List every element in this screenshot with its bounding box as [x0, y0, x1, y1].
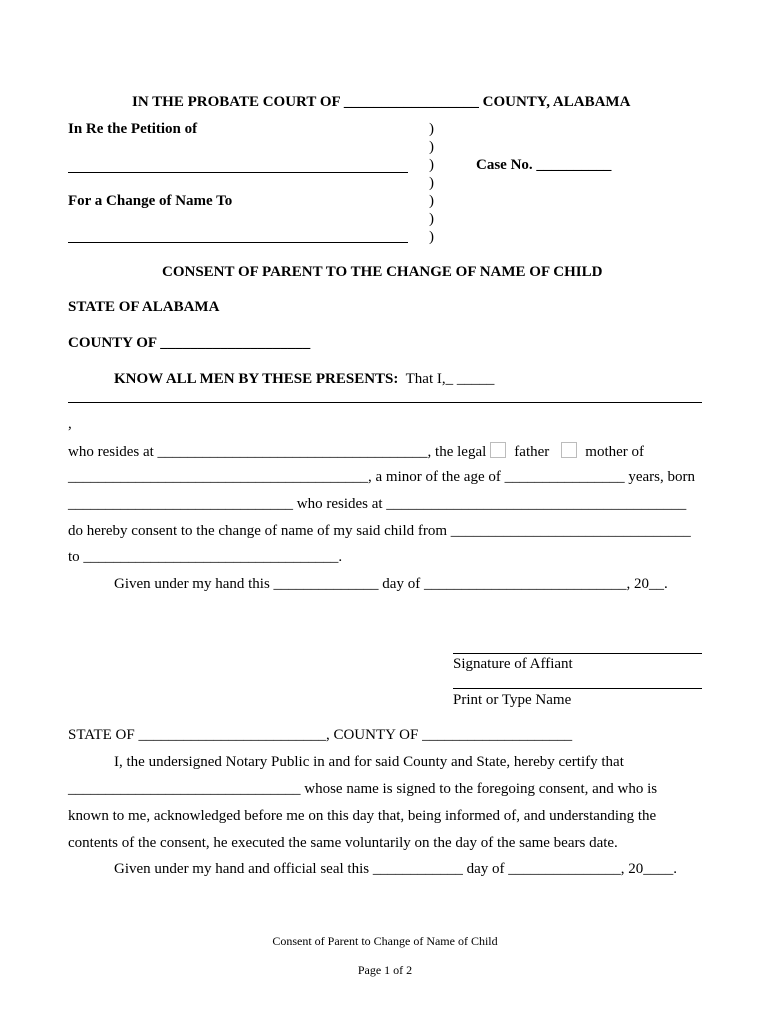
case-number-field[interactable]: Case No. __________ [476, 157, 612, 173]
state-heading: STATE OF ALABAMA [68, 299, 220, 315]
child-resides-line[interactable]: ______________________________ who resides at ________________________________________ [68, 496, 687, 512]
consent-line[interactable]: do hereby consent to the change of name of my said child from ________________________________ [68, 523, 691, 539]
notary-certify-text: I, the undersigned Notary Public in and for said County and State, hereby certify that [114, 754, 624, 770]
county-field[interactable]: COUNTY OF ____________________ [68, 335, 311, 351]
mother-checkbox[interactable] [561, 442, 577, 458]
print-name-line[interactable] [453, 688, 702, 689]
affiant-name-field[interactable]: That I,_ _____ [405, 371, 495, 387]
new-name-line[interactable] [68, 242, 408, 243]
notary-given-line[interactable]: Given under my hand and official seal this ____________ day of _______________, 20____. [114, 861, 677, 877]
father-checkbox[interactable] [490, 442, 506, 458]
comma-text: , [68, 416, 72, 432]
signature-line[interactable] [453, 653, 702, 654]
resides-line [68, 442, 644, 461]
document-title: CONSENT OF PARENT TO THE CHANGE OF NAME OF CHILD [162, 264, 603, 280]
change-of-name-label: For a Change of Name To [68, 193, 233, 209]
know-all-heading: KNOW ALL MEN BY THESE PRESENTS: [114, 371, 399, 387]
footer-title: Consent of Parent to Change of Name of Child [272, 934, 498, 948]
notary-contents-text: contents of the consent, he executed the same voluntarily on the day of the same bears date. [68, 835, 618, 851]
in-re-label: In Re the Petition of [68, 121, 198, 137]
court-heading: IN THE PROBATE COURT OF __________________ COUNTY, ALABAMA [132, 94, 631, 110]
signature-label: Signature of Affiant [453, 656, 573, 672]
notary-known-text: known to me, acknowledged before me on this day that, being informed of, and understanding the [68, 808, 657, 824]
caption-paren: ) [429, 175, 434, 191]
caption-paren: ) [429, 211, 434, 227]
caption-paren: ) [429, 229, 434, 245]
to-name-line[interactable]: to __________________________________. [68, 549, 343, 565]
print-name-label: Print or Type Name [453, 692, 572, 708]
affiant-name-line[interactable] [68, 402, 702, 403]
petitioner-name-line[interactable] [68, 172, 408, 173]
resides-address-field[interactable]: who resides at ____________________________________, the legal [68, 444, 487, 460]
caption-paren: ) [429, 121, 434, 137]
notary-name-line[interactable]: _______________________________ whose name is signed to the foregoing consent, and who is [68, 781, 658, 797]
caption-paren: ) [429, 157, 434, 173]
father-label: father [514, 444, 550, 460]
notary-state-county-line[interactable]: STATE OF _________________________, COUNTY OF ____________________ [68, 727, 573, 743]
given-date-line[interactable]: Given under my hand this ______________ day of ___________________________, 20__. [114, 576, 668, 592]
page-number: Page 1 of 2 [357, 963, 413, 977]
caption-paren: ) [429, 139, 434, 155]
minor-line[interactable]: ________________________________________, a minor of the age of ________________ years, born [68, 469, 696, 485]
caption-paren: ) [429, 193, 434, 209]
mother-label: mother of [585, 444, 645, 460]
know-all-line [114, 371, 494, 388]
